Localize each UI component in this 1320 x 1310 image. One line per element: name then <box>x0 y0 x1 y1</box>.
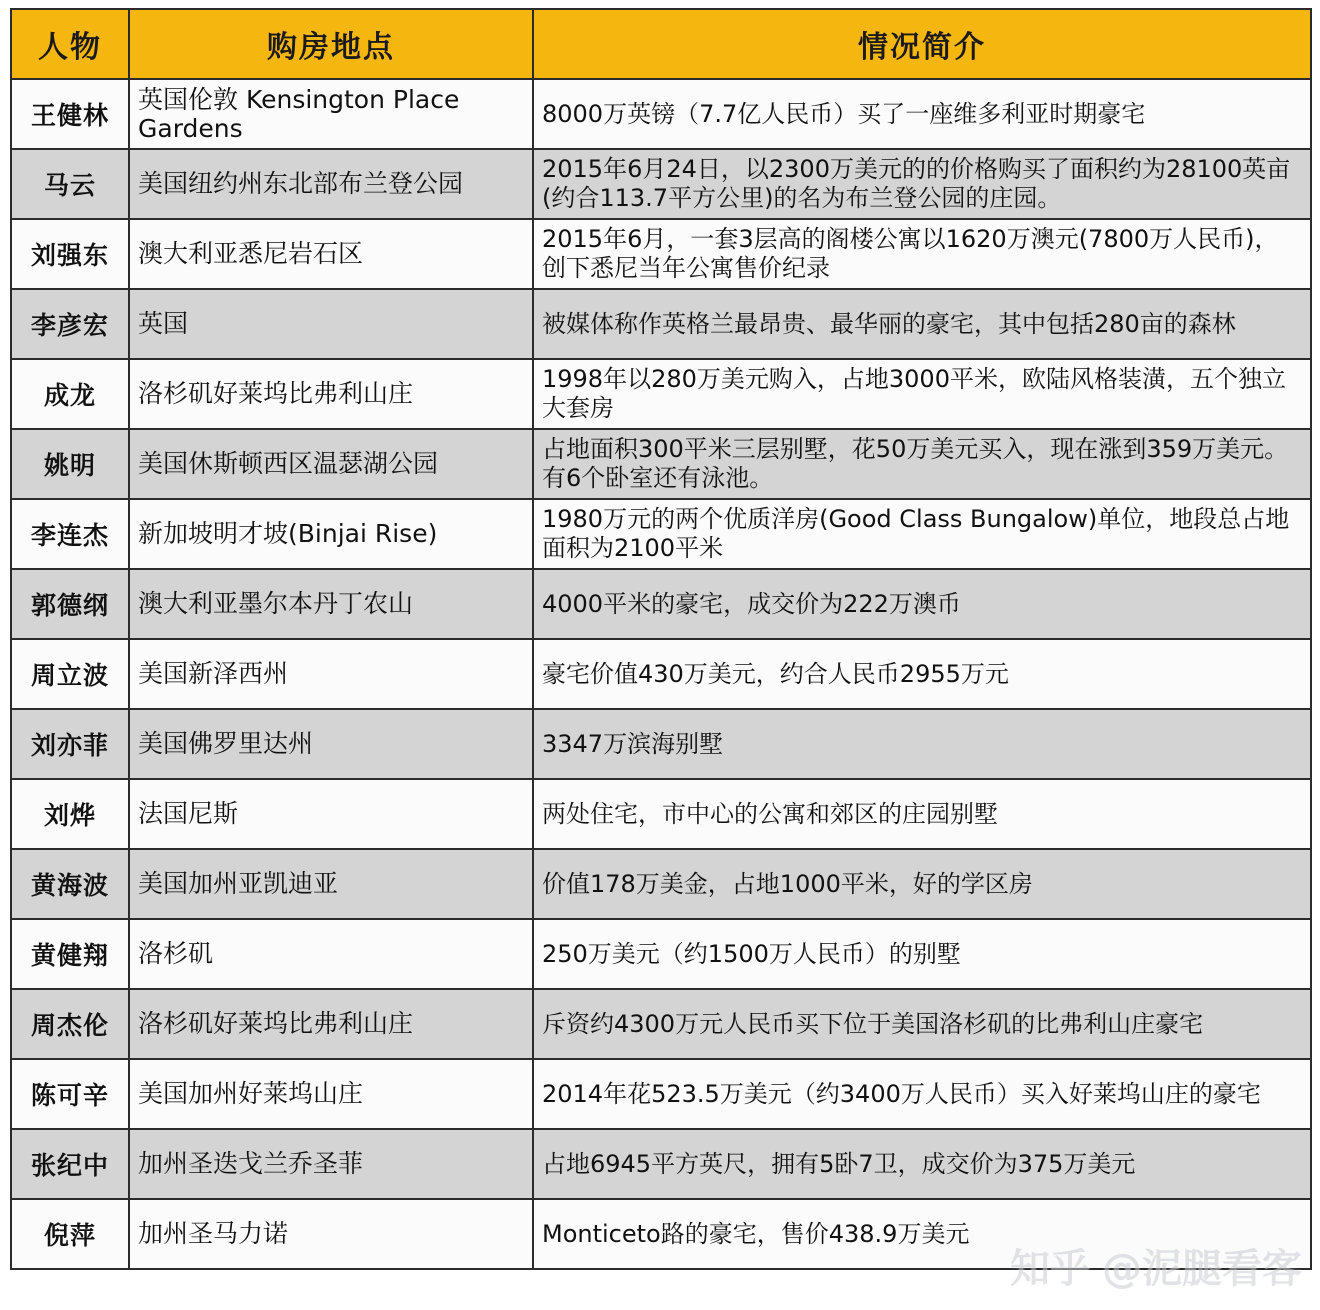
table-row <box>11 779 1311 849</box>
cell-place: 洛杉矶 <box>129 919 533 989</box>
cell-description: 占地面积300平米三层别墅，花50万美元买入，现在涨到359万美元。有6个卧室还有泳池。 <box>533 429 1311 499</box>
table-body <box>11 79 1311 1269</box>
cell-person: 刘亦菲 <box>11 709 129 779</box>
cell-person: 张纪中 <box>11 1129 129 1199</box>
celebrity-overseas-property-table <box>10 8 1312 1270</box>
cell-place: 英国 <box>129 289 533 359</box>
cell-place: 加州圣迭戈兰乔圣菲 <box>129 1129 533 1199</box>
table-row <box>11 429 1311 499</box>
cell-person: 黄海波 <box>11 849 129 919</box>
table-row <box>11 989 1311 1059</box>
cell-place: 美国加州好莱坞山庄 <box>129 1059 533 1129</box>
cell-description: 价值178万美金，占地1000平米，好的学区房 <box>533 849 1311 919</box>
cell-person: 刘强东 <box>11 219 129 289</box>
cell-person: 刘烨 <box>11 779 129 849</box>
header-row <box>11 9 1311 79</box>
table-row <box>11 569 1311 639</box>
table-row <box>11 1059 1311 1129</box>
table-row <box>11 499 1311 569</box>
cell-description: Monticeto路的豪宅，售价438.9万美元 <box>533 1199 1311 1269</box>
cell-place: 洛杉矶好莱坞比弗利山庄 <box>129 359 533 429</box>
cell-person: 李连杰 <box>11 499 129 569</box>
cell-place: 洛杉矶好莱坞比弗利山庄 <box>129 989 533 1059</box>
cell-place: 美国新泽西州 <box>129 639 533 709</box>
cell-place: 澳大利亚墨尔本丹丁农山 <box>129 569 533 639</box>
watermark-username: @泥腿看客 <box>1102 1246 1302 1292</box>
cell-person: 倪萍 <box>11 1199 129 1269</box>
cell-person: 成龙 <box>11 359 129 429</box>
table-row <box>11 149 1311 219</box>
cell-place: 美国佛罗里达州 <box>129 709 533 779</box>
cell-place: 加州圣马力诺 <box>129 1199 533 1269</box>
table-row <box>11 79 1311 149</box>
cell-person: 王健林 <box>11 79 129 149</box>
cell-description: 豪宅价值430万美元，约合人民币2955万元 <box>533 639 1311 709</box>
cell-person: 姚明 <box>11 429 129 499</box>
cell-description: 占地6945平方英尺，拥有5卧7卫，成交价为375万美元 <box>533 1129 1311 1199</box>
cell-person: 黄健翔 <box>11 919 129 989</box>
cell-description: 两处住宅，市中心的公寓和郊区的庄园别墅 <box>533 779 1311 849</box>
column-header-person: 人物 <box>11 9 129 79</box>
cell-place: 澳大利亚悉尼岩石区 <box>129 219 533 289</box>
cell-description: 1998年以280万美元购入，占地3000平米，欧陆风格装潢，五个独立大套房 <box>533 359 1311 429</box>
cell-description: 2015年6月24日，以2300万美元的的价格购买了面积约为28100英亩(约合113.7平方公里)的名为布兰登公园的庄园。 <box>533 149 1311 219</box>
cell-description: 8000万英镑（7.7亿人民币）买了一座维多利亚时期豪宅 <box>533 79 1311 149</box>
table-row <box>11 639 1311 709</box>
cell-person: 郭德纲 <box>11 569 129 639</box>
cell-person: 周立波 <box>11 639 129 709</box>
cell-place: 英国伦敦 Kensington Place Gardens <box>129 79 533 149</box>
table-row <box>11 219 1311 289</box>
table-row <box>11 359 1311 429</box>
table-row <box>11 919 1311 989</box>
column-header-place: 购房地点 <box>129 9 533 79</box>
column-header-description: 情况简介 <box>533 9 1311 79</box>
cell-place: 美国休斯顿西区温瑟湖公园 <box>129 429 533 499</box>
table-row <box>11 1199 1311 1269</box>
cell-person: 陈可辛 <box>11 1059 129 1129</box>
watermark-brand: 知乎 <box>1010 1246 1090 1292</box>
cell-description: 250万美元（约1500万人民币）的别墅 <box>533 919 1311 989</box>
cell-description: 2014年花523.5万美元（约3400万人民币）买入好莱坞山庄的豪宅 <box>533 1059 1311 1129</box>
cell-description: 1980万元的两个优质洋房(Good Class Bungalow)单位，地段总占地面积为2100平米 <box>533 499 1311 569</box>
cell-person: 马云 <box>11 149 129 219</box>
table-row <box>11 1129 1311 1199</box>
table-row <box>11 849 1311 919</box>
cell-person: 李彦宏 <box>11 289 129 359</box>
cell-description: 4000平米的豪宅，成交价为222万澳币 <box>533 569 1311 639</box>
table-row <box>11 289 1311 359</box>
cell-place: 美国加州亚凯迪亚 <box>129 849 533 919</box>
cell-person: 周杰伦 <box>11 989 129 1059</box>
cell-place: 法国尼斯 <box>129 779 533 849</box>
table-row <box>11 709 1311 779</box>
table-header <box>11 9 1311 79</box>
cell-description: 被媒体称作英格兰最昂贵、最华丽的豪宅，其中包括280亩的森林 <box>533 289 1311 359</box>
cell-place: 美国纽约州东北部布兰登公园 <box>129 149 533 219</box>
cell-description: 2015年6月，一套3层高的阁楼公寓以1620万澳元(7800万人民币)，创下悉尼当年公寓售价纪录 <box>533 219 1311 289</box>
cell-place: 新加坡明才坡(Binjai Rise) <box>129 499 533 569</box>
cell-description: 斥资约4300万元人民币买下位于美国洛杉矶的比弗利山庄豪宅 <box>533 989 1311 1059</box>
cell-description: 3347万滨海别墅 <box>533 709 1311 779</box>
